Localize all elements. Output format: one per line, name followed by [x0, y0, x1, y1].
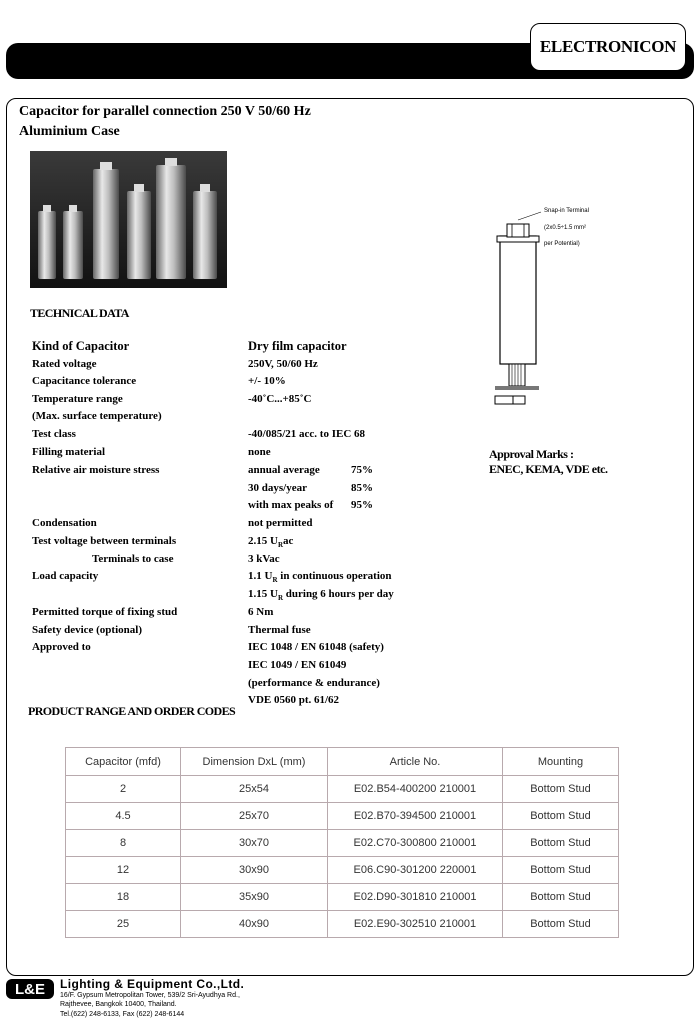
company-logo: L&E: [6, 979, 54, 999]
terminals-case-label: Terminals to case: [92, 553, 174, 565]
table-row: [66, 776, 619, 803]
kind-value: Dry film capacitor: [248, 339, 347, 353]
torque-value: 6 Nm: [248, 606, 274, 618]
column-header: Capacitor (mfd): [66, 748, 181, 776]
table-cell: E02.B70-394500 210001: [328, 803, 503, 830]
rated-voltage-value: 250V, 50/60 Hz: [248, 358, 318, 370]
table-cell: 4.5: [66, 803, 181, 830]
order-codes-table: [65, 747, 619, 938]
table-cell: Bottom Stud: [503, 830, 619, 857]
table-cell: 25x54: [181, 776, 328, 803]
table-cell: Bottom Stud: [503, 776, 619, 803]
table-cell: 18: [66, 884, 181, 911]
approval-marks-label: Approval Marks :: [489, 447, 574, 461]
terminal-note-3: per Potential): [544, 241, 580, 247]
terminals-case-value: 3 kVac: [248, 553, 280, 565]
table-cell: Bottom Stud: [503, 857, 619, 884]
capacitor-diagram: [485, 200, 615, 410]
column-header: Mounting: [503, 748, 619, 776]
load-line1: 1.1 $U_R$ in continuous operation: [248, 570, 392, 585]
table-cell: 25: [66, 911, 181, 938]
load-label: Load capacity: [32, 570, 99, 582]
torque-label: Permitted torque of fixing stud: [32, 606, 178, 618]
table-cell: 40x90: [181, 911, 328, 938]
approved-label: Approved to: [32, 641, 91, 653]
table-cell: E02.C70-300800 210001: [328, 830, 503, 857]
condensation-label: Condensation: [32, 517, 97, 529]
product-range-heading: PRODUCT RANGE AND ORDER CODES: [28, 704, 236, 718]
table-cell: E02.B54-400200 210001: [328, 776, 503, 803]
address-line: Rajthevee, Bangkok 10400, Thailand.: [60, 1001, 177, 1008]
product-subtitle: Aluminium Case: [19, 124, 120, 139]
capacitor-photo: [30, 151, 227, 288]
table-cell: 25x70: [181, 803, 328, 830]
table-cell: Bottom Stud: [503, 803, 619, 830]
table-header-row: [66, 748, 619, 776]
temperature-label: Temperature range: [32, 393, 123, 405]
table-cell: 2: [66, 776, 181, 803]
mounting-stud: [509, 364, 525, 386]
cap-tolerance-value: +/- 10%: [248, 375, 286, 387]
table-cell: 35x90: [181, 884, 328, 911]
table-row: [66, 884, 619, 911]
table-cell: 30x70: [181, 830, 328, 857]
table-cell: Bottom Stud: [503, 884, 619, 911]
temperature-sub-label: (Max. surface temperature): [32, 410, 162, 422]
table-row: [66, 830, 619, 857]
approved-value: (performance & endurance): [248, 677, 380, 689]
cap-tolerance-label: Capacitance tolerance: [32, 375, 137, 387]
table-cell: Bottom Stud: [503, 911, 619, 938]
kind-label: Kind of Capacitor: [32, 339, 130, 353]
moisture-label: Relative air moisture stress: [32, 464, 160, 476]
moisture-row-label: annual average: [248, 464, 320, 476]
table-cell: E06.C90-301200 220001: [328, 857, 503, 884]
moisture-row-pct: 85%: [351, 482, 373, 494]
table-cell: E02.D90-301810 210001: [328, 884, 503, 911]
capacitor-body-outline: [500, 236, 536, 364]
terminal-leader-line: [518, 212, 541, 220]
approved-value: IEC 1049 / EN 61049: [248, 659, 347, 671]
table-cell: 8: [66, 830, 181, 857]
company-name: Lighting & Equipment Co.,Ltd.: [60, 977, 245, 991]
safety-value: Thermal fuse: [248, 624, 311, 636]
table-row: [66, 857, 619, 884]
test-voltage-label: Test voltage between terminals: [32, 535, 177, 547]
approved-value: IEC 1048 / EN 61048 (safety): [248, 641, 384, 653]
table-row: [66, 911, 619, 938]
load-line2: 1.15 $U_R$ during 6 hours per day: [248, 588, 394, 603]
table-cell: E02.E90-302510 210001: [328, 911, 503, 938]
moisture-row-label: 30 days/year: [248, 482, 307, 494]
moisture-row-pct: 95%: [351, 499, 373, 511]
table-row: [66, 803, 619, 830]
column-header: Article No.: [328, 748, 503, 776]
table-cell: 12: [66, 857, 181, 884]
temperature-value: -40˚C...+85˚C: [248, 393, 312, 405]
test-class-label: Test class: [32, 428, 76, 440]
test-class-value: -40/085/21 acc. to IEC 68: [248, 428, 366, 440]
filling-label: Filling material: [32, 446, 106, 458]
rated-voltage-label: Rated voltage: [32, 358, 97, 370]
moisture-row-label: with max peaks of: [248, 499, 334, 511]
address-line: 16/F. Gypsum Metropolitan Tower, 539/2 Sri-Ayudhya Rd.,: [60, 992, 240, 999]
moisture-row-pct: 75%: [351, 464, 373, 476]
approved-value: VDE 0560 pt. 61/62: [248, 694, 340, 706]
terminal-note-2: (2x0.5÷1.5 mm²: [544, 225, 586, 231]
safety-label: Safety device (optional): [32, 624, 142, 636]
table-cell: 30x90: [181, 857, 328, 884]
technical-data-heading: TECHNICAL DATA: [30, 306, 129, 320]
column-header: Dimension DxL (mm): [181, 748, 328, 776]
approval-marks-value: ENEC, KEMA, VDE etc.: [489, 462, 608, 476]
terminal-note-1: Snap-in Terminal: [544, 208, 589, 214]
brand-logo: ELECTRONICON: [530, 23, 686, 71]
product-title: Capacitor for parallel connection 250 V 50/60 Hz: [19, 104, 311, 119]
condensation-value: not permitted: [248, 517, 313, 529]
filling-value: none: [248, 446, 271, 458]
contact-line: Tel.(622) 248-6133, Fax (622) 248-6144: [60, 1011, 185, 1018]
test-voltage-value: 2.15 $U_Rac$: [248, 535, 294, 550]
